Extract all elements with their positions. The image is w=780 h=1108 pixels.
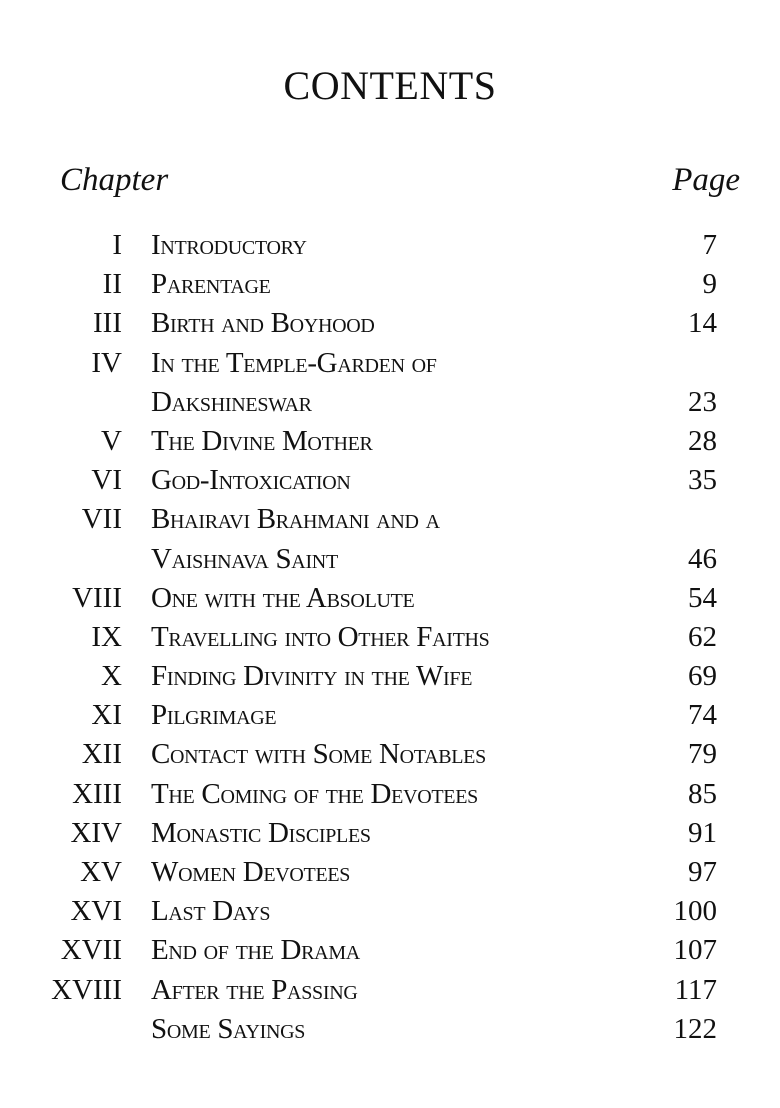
page-column-header: Page [672, 162, 740, 198]
toc-entry [0, 579, 780, 618]
chapter-title: God-Intoxication [151, 464, 351, 497]
page-number: 46 [688, 542, 717, 575]
chapter-number: V [101, 424, 122, 457]
toc-entry [0, 383, 780, 422]
chapter-title: The Coming of the Devotees [151, 777, 478, 810]
chapter-title: One with the Absolute [151, 581, 415, 614]
toc-entry [0, 931, 780, 970]
chapter-title: The Divine Mother [151, 424, 373, 457]
page-number: 35 [688, 464, 717, 497]
page-number: 23 [688, 385, 717, 418]
toc-entry [0, 461, 780, 500]
chapter-title: In the Temple-Garden of [151, 346, 437, 379]
toc-entry [0, 853, 780, 892]
chapter-title: Last Days [151, 895, 271, 928]
page-number: 28 [688, 424, 717, 457]
page-number: 62 [688, 620, 717, 653]
chapter-number: XVII [60, 934, 122, 967]
chapter-title: Introductory [151, 229, 307, 261]
chapter-number: XIV [70, 816, 122, 849]
toc-entry [0, 265, 780, 304]
toc-entry [0, 540, 780, 579]
chapter-number: III [93, 307, 122, 340]
toc-entry [0, 775, 780, 814]
toc-entry [0, 1010, 780, 1049]
toc-entry [0, 344, 780, 383]
chapter-title: End of the Drama [151, 934, 360, 967]
toc-entry [0, 657, 780, 696]
chapter-number: VI [91, 464, 122, 497]
page-number: 107 [673, 934, 717, 967]
toc-entry [0, 971, 780, 1010]
chapter-title: After the Passing [151, 973, 358, 1006]
page-number: 79 [688, 738, 717, 771]
chapter-number: VII [81, 503, 122, 536]
page-number: 85 [688, 777, 717, 810]
chapter-number: XI [91, 699, 122, 732]
toc-entry [0, 892, 780, 931]
chapter-title: Pilgrimage [151, 699, 277, 732]
toc-entry [0, 226, 780, 265]
toc-entry [0, 735, 780, 774]
chapter-title: Parentage [151, 268, 271, 301]
page-number: 117 [674, 973, 717, 1006]
toc-entry [0, 500, 780, 539]
chapter-title: Contact with Some Notables [151, 738, 486, 771]
toc-entry [0, 814, 780, 853]
toc-entry [0, 304, 780, 343]
page-number: 14 [688, 307, 717, 340]
table-of-contents [0, 226, 780, 1049]
page-number: 7 [702, 229, 717, 261]
chapter-title: Monastic Disciples [151, 816, 371, 849]
chapter-number: IX [91, 620, 122, 653]
page-number: 54 [688, 581, 717, 614]
page-number: 122 [673, 1012, 717, 1045]
chapter-number: XV [80, 856, 122, 888]
page-number: 69 [688, 660, 717, 693]
chapter-title: Some Sayings [151, 1012, 306, 1045]
chapter-title: Vaishnava Saint [151, 542, 338, 575]
chapter-title: Finding Divinity in the Wife [151, 660, 473, 693]
chapter-number: II [102, 268, 122, 301]
toc-entry [0, 422, 780, 461]
chapter-title: Bhairavi Brahmani and a [151, 503, 440, 536]
toc-entry [0, 696, 780, 735]
page-number: 91 [688, 816, 717, 849]
page-title: CONTENTS [283, 63, 497, 108]
chapter-column-header: Chapter [60, 162, 169, 198]
page-number: 100 [673, 895, 717, 928]
chapter-number: VIII [72, 581, 122, 614]
chapter-title: Dakshineswar [151, 385, 312, 418]
chapter-title: Birth and Boyhood [151, 307, 375, 340]
chapter-number: XVI [70, 895, 122, 928]
chapter-title: Travelling into Other Faiths [151, 620, 490, 653]
chapter-number: XVIII [51, 973, 122, 1006]
page-number: 9 [702, 268, 717, 301]
chapter-number: X [101, 660, 122, 693]
page-number: 97 [688, 856, 717, 888]
chapter-title: Women Devotees [151, 856, 351, 888]
chapter-number: XII [81, 738, 122, 771]
chapter-number: I [112, 229, 122, 261]
toc-entry [0, 618, 780, 657]
page-number: 74 [688, 699, 717, 732]
chapter-number: IV [91, 346, 122, 379]
chapter-number: XIII [72, 777, 122, 810]
